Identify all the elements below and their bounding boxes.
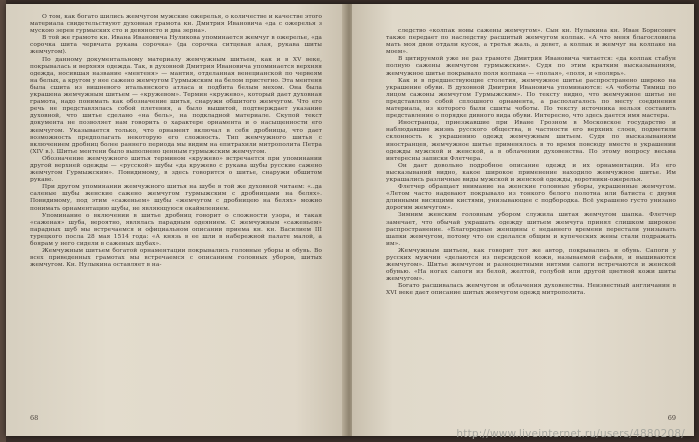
page-number-left: 68 <box>30 414 39 422</box>
paragraph: Жемчужным шитьем, как говорит тот же автор, покрывались и обувь. Сапоги у русских мужчин «делаются из персидской кожи, называемой сафьян, и вышиваются жемчугом». Шитье жемчугом и разноцветными нитями сапоги встречаются и женской обувью. «На ногах сапоги из белой, желтой, голубой или другой цветной кожи шиты жемчугом». <box>386 247 676 283</box>
paragraph: Жемчужным шитьем богатой орнаментации покрывались головные уборы и обувь. Во всех приведенных грамотах мы встречаемся с описанием головных уборов, шитых жемчугом. Кн. Нулыкина оставляет в на- <box>30 248 322 269</box>
paragraph: Богато расшивалась жемчугом и облачения духовенства. Неизвестный англичанин в XVI веке дает описание шитых жемчугом одежд митрополита. <box>386 283 676 297</box>
paragraph: По данному документальному материалу жемчужным шитьем, как и в XV веке, покрывалась и верхняя одежда. Так, в духовной Дмитрия Ивановича упоминается верхняя одежда, носившая название «ментеня» — мантия, отделанная венецианской по червеям на белых, а кругом у нее сажено жемчугом Гурмыжским на белом пристегно. Эта ментеня была сшита из вишневого итальянского атласа и подбита белым мехом. Она была украшена жемчужным шитьем — «кружевом». Термин «кружево», который дает духовная грамота, надо понимать как обозначение шитья, снаружи обшитого жемчугом. Что его речь не представлялась собой плетения, а было вышитой, подтверждает указание духовной, что шитье сделано «на бель», на подкладной материале. Скупой текст документа не позволяет нам говорить о характере орнамента и о насыщенности его жемчугом. Указывается только, что орнамент включал в себя дробницы, что дает возможность предполагать некоторую его сложность. Тип жемчужного шитья с включением дробниц более раннего периода мы видим на епитрахили митрополита Петра (XIV в.). Шитье ментени было выполнено ценным гурмыжским жемчугом. <box>30 56 322 155</box>
paragraph: В цитируемой уже не раз грамоте Дмитрия Ивановича читается: «да колпак стабун полную сажены жемчугом гурмыжским». Судя по этим кратким высказываниям, жемчужное шитье покрывало поля колпака — «полая», «поля, и «полярь». <box>386 56 676 77</box>
paragraph: Флетчер обращает внимание на женские головные уборы, украшенные жемчугом. «Летом часто надевают покрывало из тонкого белого полотна или батиста с двумя длинными висящими кистями, унизывающее с подбородка. Всё украшено густо унизано дорогим жемчугом». <box>386 184 676 212</box>
paragraph: Иностранцы, приезжавшие при Иване Грозном в Московское государство и наблюдавшие жизнь русского общества, в частности его верхних слоев, подметили склонность к украшению одежд жемчужным шитьем. Судя по высказываниям иностранцев, жемчужное шитье применялось в то время повсюду вместе в украшении одежды мужской и женской, а в облачении духовенства. По этому вопросу весьма интересны записки Флетчера. <box>386 120 676 162</box>
right-page <box>352 4 694 436</box>
right-page-text <box>386 28 676 298</box>
paragraph: Обозначение жемчужного шитья термином «кружево» встречается при упоминании другой верхней одежды — «русской» шубы «да кружево с рукава шубы русские сажено жемчугом Гурмыжским». Повидимому, в здесь говорится о шитье, снаружи обшитом рукаве. <box>30 155 322 184</box>
book-spread <box>6 4 694 436</box>
paragraph: В той же грамоте кн. Ивана Ивановича Нуликова упоминается жемчуг в ожерелье, «да сорочка шита червчата рукава сорочка» (да сорочка ситцевая алая, рукава шиты жемчугом). <box>30 35 322 56</box>
paragraph: Зимним женским головным убором служила шитая жемчугом шапка. Флетчер замечает, что обычай украшать одежду шитьем жемчуга принял слишком широкое распространение. «Благородные женщины с недавнего времени перестали унизывать шапки жемчугом, потому что он сделался общим и купеческих жены стали подражать им». <box>386 212 676 247</box>
paragraph: следство «колпак новы сажены жемчугом». Сын кн. Нулыкина кн. Иван Борисович также передает по наследству расшитый жемчугом колпак. «А что меня благословила мать моя двои отдали кусок, а третья жаль, а девет, а колпак и жемчуг на колпаке на моем». <box>386 28 676 56</box>
page-number-right: 69 <box>667 414 676 422</box>
paragraph: Он дает довольно подробное описание одежд и их орнаментации. Из его высказываний видно, какое широкое применение находило жемчужное шитье. Им украшались различные виды мужской и женской одежды, воротники-ожерелья. <box>386 162 676 183</box>
paragraph: При другом упоминании жемчужного шитья на шубе в той же духовной читаем: «..да саленые шубы женские сажено жемчугом гурмыжским с дробницами на белях». Повидимому, под этим «саженьем» шубы «жемчугом с дробницею на белях» можно понимать орнаментацию шубы, не являющуюся окаймлением. <box>30 184 322 212</box>
watermark-url: http://www.liveinternet.ru/users/4880208/ <box>456 428 685 440</box>
left-page <box>6 4 346 436</box>
left-page-text <box>30 14 322 269</box>
paragraph: Как и в предшествующие столетия, жемчужное шитье распространено широко на украшение обуви. В духовной Дмитрия Ивановича упоминаются: «А чоботы Тимиш по лицом сажоны жемчугом Гурмыжским». По тексту видно, что жемчужное шитье не представляло собой сплошного орнамента, а располагалось по месту соединения материала, из которого были сшиты чоботы. По тексту источника нельзя составить представление о порядке дивного вида обуви. Интересно, что здесь дается имя мастера. <box>386 77 676 120</box>
paragraph: Упоминание о включении в шитье дробниц говорит о сложности узора, и такая «саженая» шуба, вероятно, являлась парадным одеянием. С жемчужным «саженьем» парадных шуб мы встречаемся и официальном описании приема кн. кн. Василием III турецкого посла 28 мая 1514 года: «А князь в ее шли в набережной палате малой, а боярам у него сидели в саженых шубах». <box>30 212 322 247</box>
paragraph: О том, как богато шились жемчугом мужские ожерелья, о количестве и качестве этого материала свидетельствуют духовная грамота кн. Дмитрия Ивановича «да с ожерелья з мускою зерен гурмыских сто и девяносто и два зерна». <box>30 14 322 35</box>
